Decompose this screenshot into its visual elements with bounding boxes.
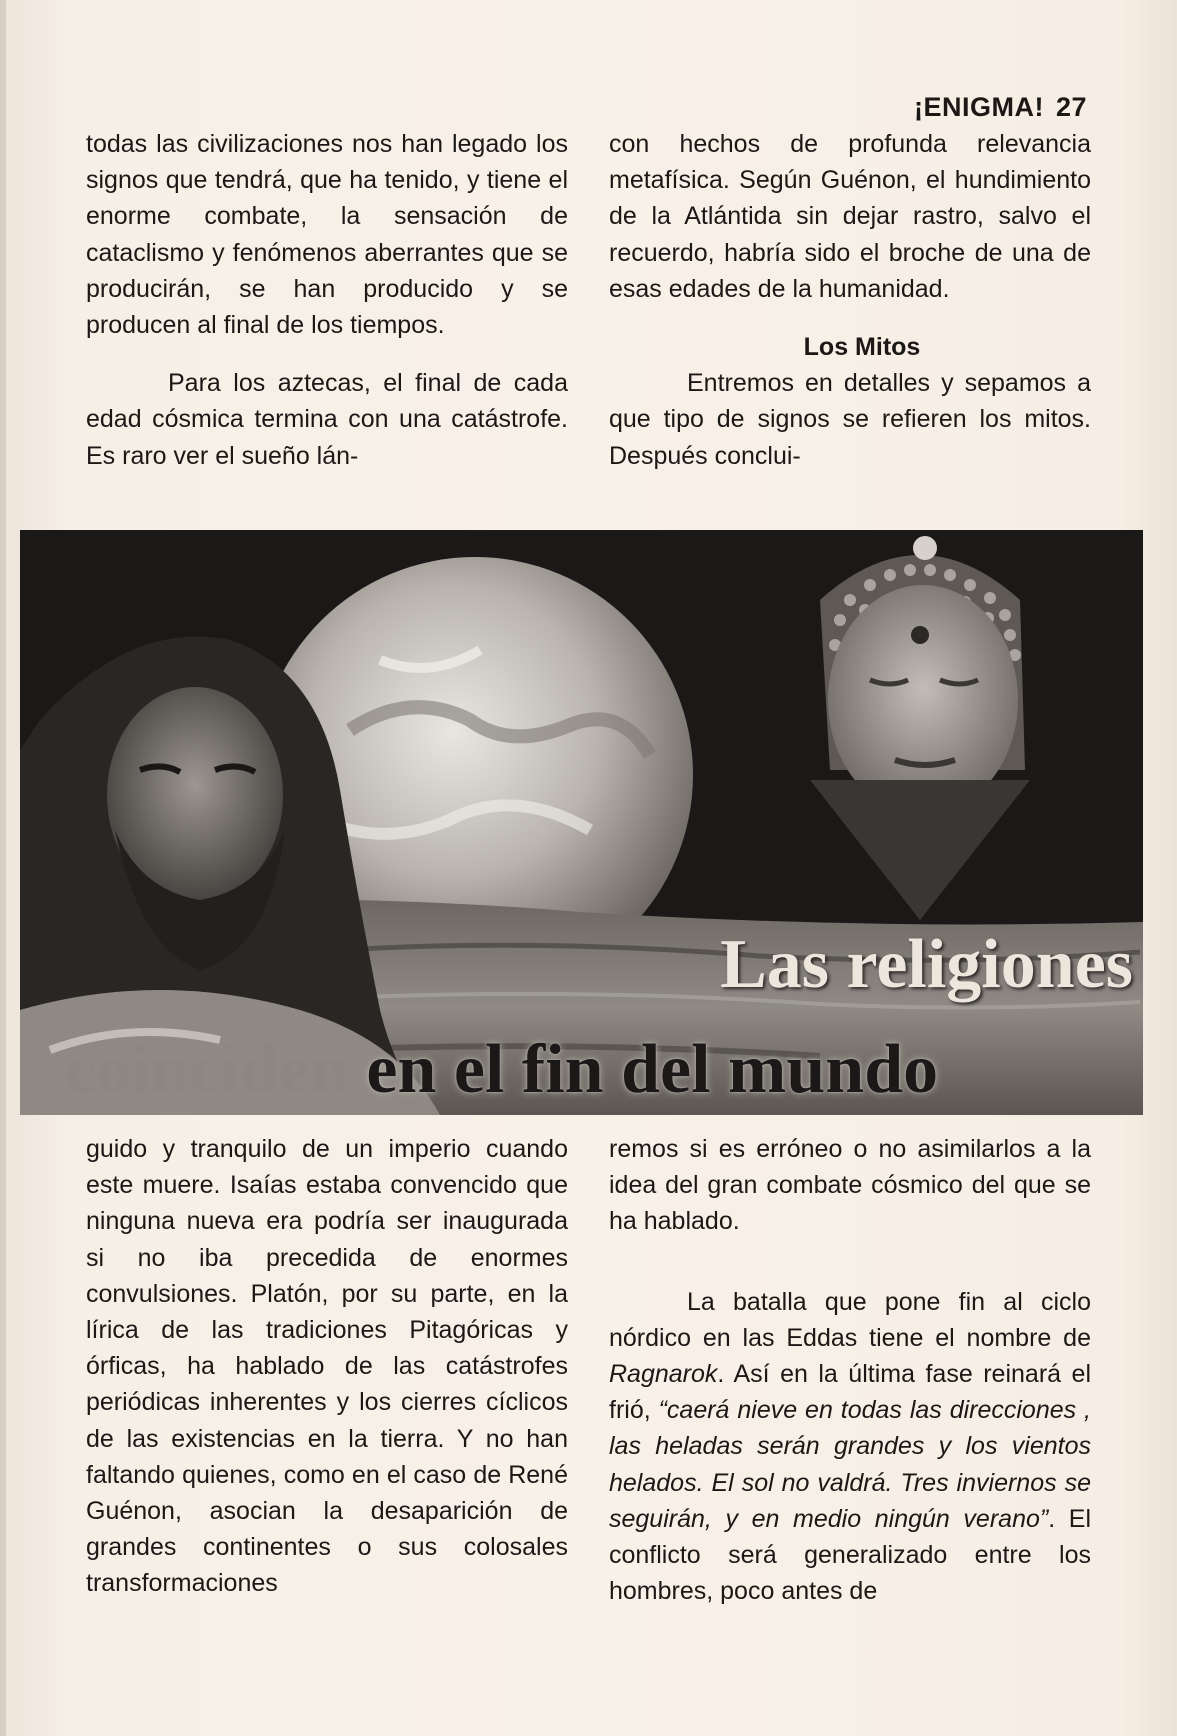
text-run: . Así en la última fase reinará el frió, — [609, 1360, 1091, 1425]
paragraph: guido y tranquilo de un imperio cuando este muere. Isaías estaba convencido que ninguna nueva era podría ser inaugurada si no iba precedida de enormes convulsiones. Platón, por su parte, en la lírica de las tradiciones Pitagóricas y órficas, ha hablado de las catástrofes periódicas inherentes y los cierres cíclicos de las existencias en la tierra. Y no han faltando quienes, como en el caso de René Guénon, asocian la desaparición de grandes continentes o sus colosales transformaciones — [86, 1135, 568, 1598]
page-number: 27 — [1055, 92, 1087, 122]
banner-title-line-2-text: en el fin del mundo — [366, 1031, 939, 1108]
edda-quote: “caerá nieve en todas las direcciones , las heladas serán grandes y los vientos helados. El sol no valdrá. Tres inviernos se seguirán, y en medio ningún verano” — [609, 1396, 1092, 1533]
column-right-bottom — [609, 1131, 1091, 1609]
magazine-title: ¡ENIGMA! — [913, 92, 1044, 122]
paragraph-ragnarok — [609, 1284, 1091, 1610]
page-header — [914, 92, 1087, 123]
section-heading: Los Mitos — [803, 333, 921, 362]
illustration-banner — [20, 530, 1143, 1115]
banner-title-line-2 — [65, 1031, 939, 1108]
paragraph: Entremos en detalles y sepamos a que tipo de signos se refieren los mitos. Después conclui- — [609, 369, 1091, 470]
paragraph: remos si es erróneo o no asimilarlos a la idea del gran combate cósmico del que se ha hablado. — [609, 1135, 1091, 1236]
column-right-top — [609, 126, 1091, 474]
paragraph: todas las civilizaciones nos han legado los signos que tendrá, que ha tenido, y tiene el enorme combate, la sensación de cataclismo y fenómenos aberrantes que se producirán, se han producido y se producen al final de los tiempos. — [86, 130, 568, 340]
paragraph: con hechos de profunda relevancia metafísica. Según Guénon, el hundimiento de la Atlántida sin dejar rastro, salvo el recuerdo, habría sido el broche de una de esas edades de la humanidad. — [609, 130, 1091, 303]
banner-title-faded-word: coinciden — [65, 1031, 349, 1108]
column-left-bottom — [86, 1131, 568, 1602]
banner-title-line-1: Las religiones — [720, 926, 1133, 1003]
column-left-top — [86, 126, 568, 474]
ragnarok-term: Ragnarok — [609, 1360, 718, 1389]
text-run: . El conflicto será generalizado entre los hombres, poco antes de — [609, 1504, 1092, 1606]
religion-illustration — [20, 530, 1143, 1115]
paragraph: Para los aztecas, el final de cada edad cósmica termina con una catástrofe. Es raro ver el sueño lán- — [86, 369, 568, 470]
text-run: La batalla que pone fin al ciclo nórdico en las Eddas tiene el nombre de — [609, 1287, 1091, 1352]
